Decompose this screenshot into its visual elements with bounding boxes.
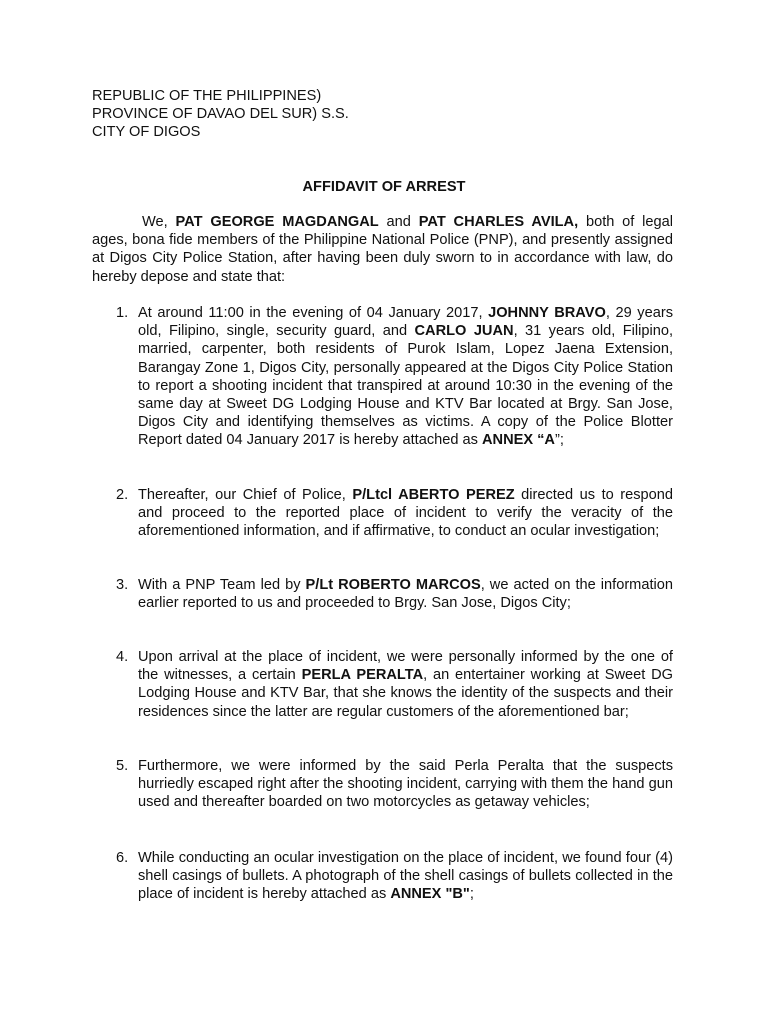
numbered-paragraph-6 [92, 849, 673, 904]
paragraph-body [138, 304, 673, 450]
intro-text: both of legal ages, bona fide members of the Philippine National Police (PNP), and presently assigned at Digos City Police Station, after having been duly sworn to in accordance with law, do hereby depose and state that: [92, 214, 674, 285]
annex-b-label: ANNEX "B" [390, 886, 470, 903]
paragraph-number: 6. [116, 850, 129, 866]
caption-province: PROVINCE OF DAVAO DEL SUR) S.S. [92, 106, 349, 123]
affiant-name-2: PAT CHARLES AVILA, [418, 214, 579, 230]
paragraph-text: directed us to respond and proceed to the reported place of incident to verify the veracity of the aforementioned information, and if affirmative, to conduct an ocular investigation; [138, 487, 674, 540]
numbered-paragraph-2 [92, 486, 673, 541]
intro-paragraph [92, 213, 673, 286]
paragraph-text: , an entertainer working at Sweet DG Lodging House and KTV Bar, that she knows the identity of the suspects and their residences since the latter are regular customers of the aforementioned bar; [138, 667, 674, 720]
paragraph-number: 5. [116, 758, 129, 774]
intro-text: We, [142, 214, 176, 230]
document-title: AFFIDAVIT OF ARREST [302, 179, 466, 195]
paragraph-number: 1. [116, 305, 129, 321]
paragraph-text: With a PNP Team led by [138, 577, 306, 593]
caption-city: CITY OF DIGOS [92, 124, 201, 141]
caption-republic: REPUBLIC OF THE PHILIPPINES) [92, 88, 322, 104]
paragraph-text: ”; [554, 432, 564, 449]
case-caption [92, 87, 349, 142]
paragraph-number: 3. [116, 577, 129, 593]
paragraph-body [138, 648, 673, 721]
paragraph-text: , 31 years old, Filipino, married, carpenter, both residents of Purok Islam, Lopez Jaena Extension, Barangay Zone 1, Digos City, personally appeared at the Digos City Police Station to report a shooting incident that transpired at around 10:30 in the evening of the same day at Sweet DG Lodging House and KTV Bar located at Brgy. San Jose, Digos City and identifying themselves as victims. A copy of the Police Blotter Report dated 04 January 2017 is hereby attached as [138, 323, 674, 449]
paragraph-body: Furthermore, we were informed by the said Perla Peralta that the suspects hurriedly escaped right after the shooting incident, carrying with them the hand gun used and thereafter boarded on two motorcycles as getaway vehicles; [138, 758, 673, 811]
team-leader-name: P/Lt ROBERTO MARCOS [305, 577, 481, 593]
affiant-name-1: PAT GEORGE MAGDANGAL [175, 214, 379, 230]
chief-of-police-name: P/Ltcl ABERTO PEREZ [352, 487, 515, 503]
numbered-paragraph-1 [92, 304, 673, 450]
numbered-paragraph-4 [92, 648, 673, 721]
paragraph-number: 4. [116, 649, 129, 665]
annex-a-label: ANNEX “A [482, 432, 555, 449]
paragraph-text: , 29 years old, Filipino, single, security guard, and [138, 305, 673, 340]
paragraph-text: Thereafter, our Chief of Police, [138, 487, 353, 503]
numbered-paragraph-3 [92, 576, 673, 612]
paragraph-text: While conducting an ocular investigation on the place of incident, we found four (4) shell casings of bullets. A photograph of the shell casings of bullets collected in the place of incident is hereby attached as [138, 850, 673, 903]
paragraph-text: Upon arrival at the place of incident, we were personally informed by the one of the witnesses, a certain [138, 649, 673, 684]
intro-text: and [378, 214, 419, 230]
paragraph-body [138, 486, 673, 541]
paragraph-body [138, 576, 673, 612]
paragraph-number: 2. [116, 487, 129, 503]
paragraph-body [138, 849, 673, 904]
paragraph-text: At around 11:00 in the evening of 04 January 2017, [138, 305, 489, 321]
numbered-paragraph-5 [92, 757, 673, 812]
paragraph-text: ; [469, 886, 474, 903]
victim-name-2: CARLO JUAN [414, 323, 514, 340]
paragraph-text: , we acted on the information earlier reported to us and proceeded to Brgy. San Jose, Digos City; [138, 577, 673, 612]
victim-name-1: JOHNNY BRAVO [488, 305, 606, 321]
witness-name: PERLA PERALTA [301, 667, 424, 684]
